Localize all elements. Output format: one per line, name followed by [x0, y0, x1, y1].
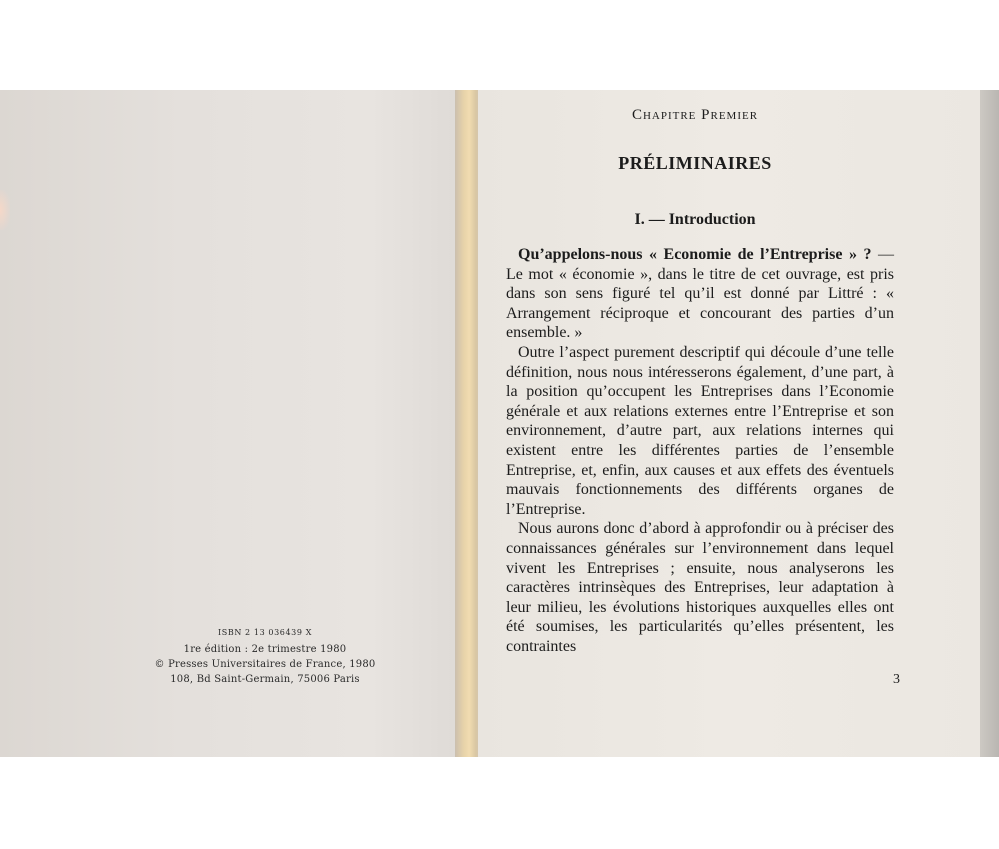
paragraph-1	[506, 245, 894, 343]
question-heading: Qu’appelons-nous « Economie de l’Entreprise » ?	[518, 246, 872, 263]
page-edge-shadow	[980, 90, 999, 757]
imprint-block	[145, 625, 385, 687]
chapter-heading: Chapitre Premier	[631, 107, 759, 123]
section-heading: I. — Introduction	[634, 211, 756, 228]
page-number: 3	[893, 672, 900, 687]
body-text	[506, 245, 894, 656]
isbn-line: ISBN 2 13 036439 X	[218, 628, 312, 637]
paragraph-1-text: — Le mot « économie », dans le titre de cet ouvrage, est pris dans son sens figuré tel qu’il est donné par Littré : « Arrangement réciproque et concourant des parties d’un ensemble. »	[506, 246, 894, 342]
publisher-address: 108, Bd Saint-Germain, 75006 Paris	[170, 674, 360, 685]
light-reflection	[0, 190, 10, 230]
chapter-title: PRÉLIMINAIRES	[618, 153, 772, 173]
paragraph-3: Nous aurons donc d’abord à approfondir ou à préciser des connaissances générales sur l’environnement dans lequel vivent les Entreprises ; ensuite, nous analyserons les caractères intrinsèques des Entreprises, leur adaptation à leur milieu, les évolutions historiques auxquelles elles ont été soumises, les particularités qu’elles présentent, les contraintes	[506, 520, 894, 655]
copyright-line: © Presses Universitaires de France, 1980	[154, 659, 376, 670]
edition-line: 1re édition : 2e trimestre 1980	[183, 644, 347, 655]
paragraph-2: Outre l’aspect purement descriptif qui découle d’une telle définition, nous nous intéresserons également, d’une part, à la position qu’occupent les Entreprises dans l’Economie générale et aux relations externes entre l’Entreprise et son environnement, d’autre part, aux relations internes qui existent entre les différentes parties de l’ensemble Entreprise, et, enfin, aux causes et aux effets des éventuels mauvais fonctionnements des différents organes de l’Entreprise.	[506, 343, 894, 518]
